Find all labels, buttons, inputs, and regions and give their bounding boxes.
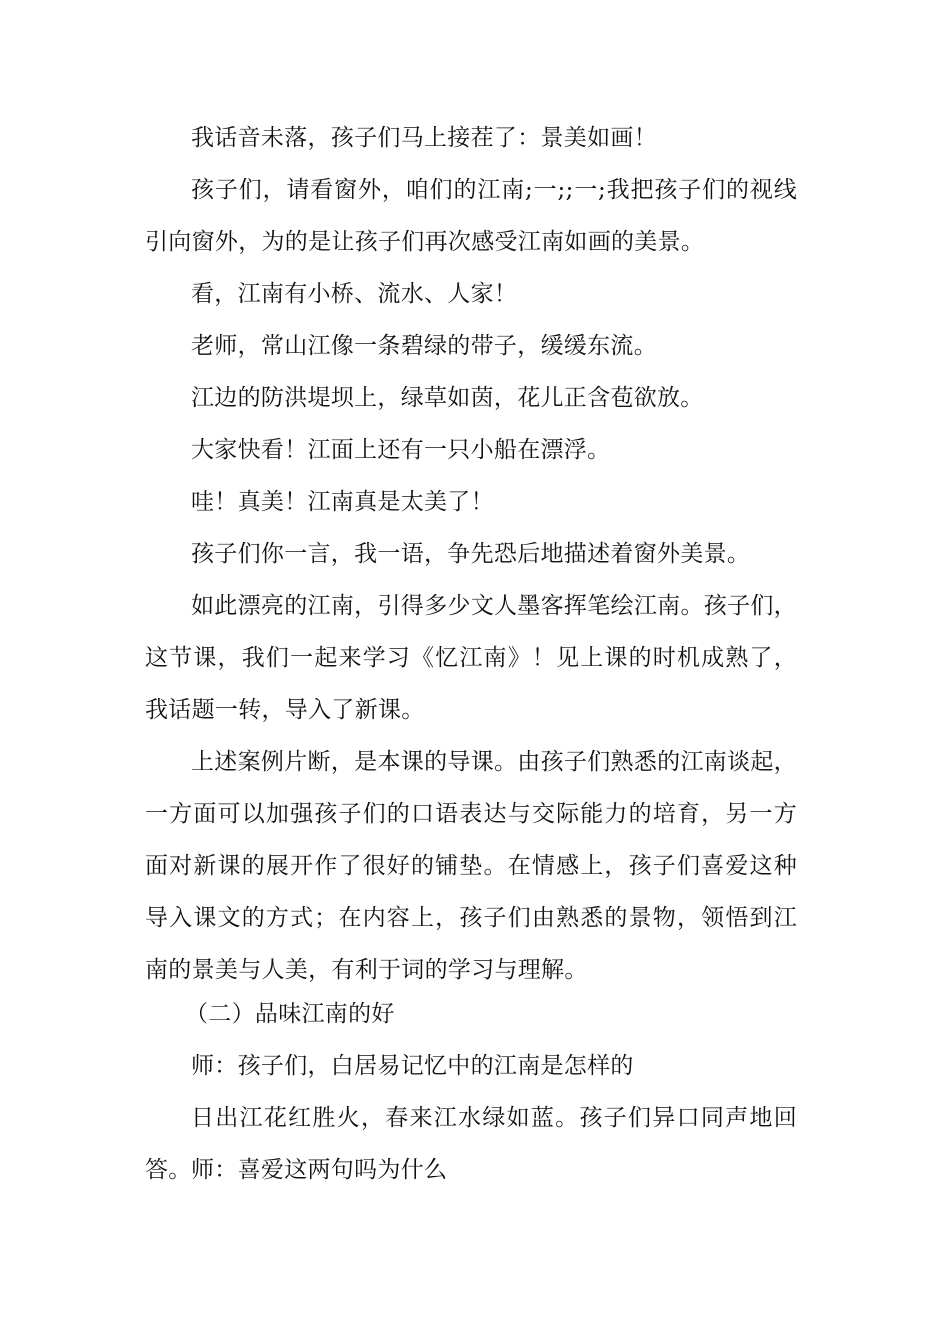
paragraph-13: 日出江花红胜火，春来江水绿如蓝。孩子们异口同声地回答。 (145, 1105, 797, 1183)
paragraph-7: 哇！真美！江南真是太美了！ (191, 489, 494, 515)
paragraph-3: 看，江南有小桥、流水、人家！ (191, 281, 518, 307)
paragraph-4: 老师，常山江像一条碧绿的带子，缓缓东流。 (191, 333, 657, 359)
paragraph-6: 大家快看！江面上还有一只小船在漂浮。 (191, 437, 611, 463)
paragraph-12: 师：孩子们，白居易记忆中的江南是怎样的 (191, 1053, 634, 1079)
paragraph-9: 如此漂亮的江南，引得多少文人墨客挥笔绘江南。孩子们，这节课，我们一起来学习《忆江南》！见上课的时机成熟了，我话题一转，导入了新课。 (145, 593, 797, 723)
paragraph-5: 江边的防洪堤坝上，绿草如茵，花儿正含苞欲放。 (191, 385, 704, 411)
paragraph-8: 孩子们你一言，我一语，争先恐后地描述着窗外美景。 (191, 541, 751, 567)
paragraph-2: 孩子们，请看窗外，咱们的江南;一;;一;我把孩子们的视线引向窗外，为的是让孩子们再次感受江南如画的美景。 (145, 177, 797, 255)
paragraph-1: 我话音未落，孩子们马上接茬了：景美如画！ (191, 125, 657, 151)
paragraph-10: 上述案例片断，是本课的导课。由孩子们熟悉的江南谈起，一方面可以加强孩子们的口语表达与交际能力的培育，另一方面对新课的展开作了很好的铺垫。在情感上，孩子们喜爱这种导入课文的方式；在内容上，孩子们由熟悉的景物，领悟到江南的景美与人美，有利于词的学习与理解。 (145, 749, 797, 983)
section-heading: （二）品味江南的好 (185, 1001, 395, 1027)
paragraph-14: 师：喜爱这两句吗为什么 (191, 1157, 448, 1183)
